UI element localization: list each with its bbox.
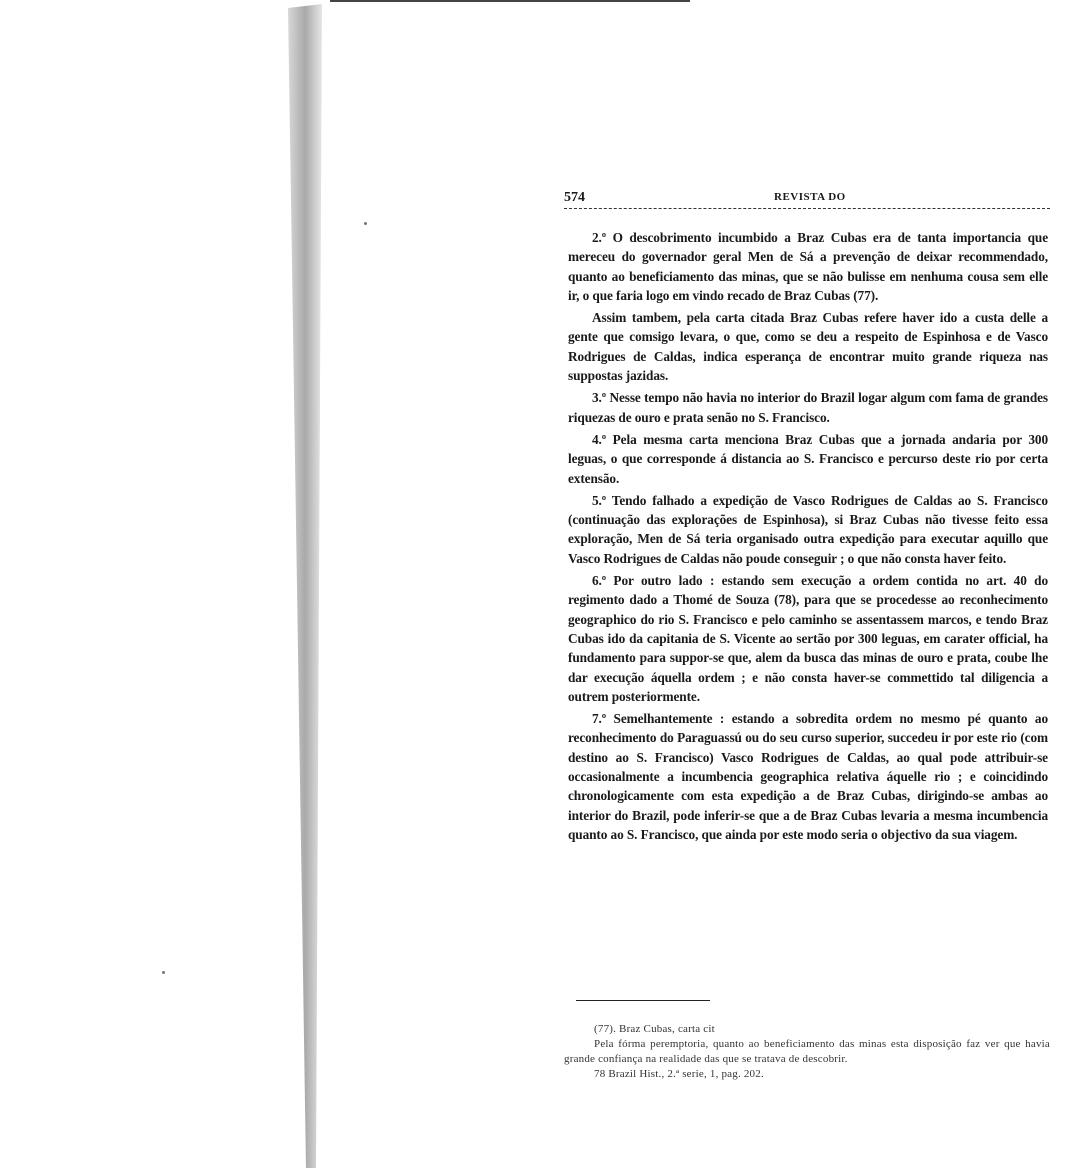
paragraph-6: 6.º Por outro lado : estando sem execução a ordem contida no art. 40 do regimento dado a Thomé de Souza (78), para que se procedesse ao reconhecimento geographico do rio S. Francisco e pelo caminho se assentassem marcos, e tendo Braz Cubas ido da capitania de S. Vicente ao sertão por 300 leguas, em carater official, ha fundamento para suppor-se que, alem da busca das minas de ouro e prata, coube lhe dar execução áquella ordem ; e não consta haver-se commettido tal diligencia a outrem posteriormente. <box>568 573 1048 704</box>
running-title: REVISTA DO <box>774 191 846 203</box>
footnote-77-note: Pela fórma peremptoria, quanto ao beneficiamento das minas esta disposição faz ver que havia grande confiança na realidade das que se tratava de descobrir. <box>564 1038 1050 1065</box>
scan-speck <box>162 971 165 974</box>
page-body <box>568 228 1048 847</box>
page-number: 574 <box>564 190 585 205</box>
paragraph-2: 2.º O descobrimento incumbido a Braz Cubas era de tanta importancia que mereceu do governador geral Men de Sá a prevenção de deixar recommendado, quanto ao beneficiamento das minas, que se não bulisse em nenhuma cousa sem elle ir, o que faria logo em vindo recado de Braz Cubas (77). <box>568 230 1048 303</box>
paragraph-3: 3.º Nesse tempo não havia no interior do Brazil logar algum com fama de grandes riquezas de ouro e prata senão no S. Francisco. <box>568 390 1048 425</box>
paragraph-4: 4.º Pela mesma carta menciona Braz Cubas que a jornada andaria por 300 leguas, o que corresponde á distancia ao S. Francisco e percurso deste rio por certa extensão. <box>568 431 1048 486</box>
footnotes <box>564 1022 1050 1082</box>
paragraph-7: 7.º Semelhantemente : estando a sobredita ordem no mesmo pé quanto ao reconhecimento do Paraguassú ou do seu curso superior, succedeu ir por este rio (com destino ao S. Francisco) Vasco Rodrigues de Caldas, ao qual pode attribuir-se occasionalmente a incumbencia geographica relativa áquelle rio ; e coincidindo chronologicamente com esta expedição a de Braz Cubas, dirigindo-se ambas ao interior do Brazil, pode inferir-se que a de Braz Cubas levaria a mesma incumbencia quanto ao S. Francisco, que ainda por este modo seria o objectivo da sua viagem. <box>568 711 1048 842</box>
paragraph-5: 5.º Tendo falhado a expedição de Vasco Rodrigues de Caldas ao S. Francisco (continuação das explorações de Espinhosa), si Braz Cubas não tivesse feito essa exploração, Men de Sá teria organisado outra expedição para executar aquillo que Vasco Rodrigues de Caldas não poude conseguir ; o que não consta haver feito. <box>568 492 1048 566</box>
footnote-78: 78 Brazil Hist., 2.ª serie, 1, pag. 202. <box>594 1068 764 1080</box>
footnote-77: (77). Braz Cubas, carta cit <box>594 1023 715 1035</box>
scan-speck <box>364 222 367 225</box>
scan-top-edge <box>330 0 690 2</box>
page-header <box>564 190 1050 210</box>
footnote-rule <box>576 1000 710 1001</box>
header-rule <box>564 208 1050 209</box>
page-gutter-shadow <box>284 0 324 1168</box>
book-page <box>564 190 1050 1080</box>
paragraph-assim: Assim tambem, pela carta citada Braz Cubas refere haver ido a custa delle a gente que comsigo levara, o que, como se deu a respeito de Espinhosa e de Vasco Rodrigues de Caldas, indica esperança de encontrar muito grande riqueza nas suppostas jazidas. <box>568 310 1048 384</box>
